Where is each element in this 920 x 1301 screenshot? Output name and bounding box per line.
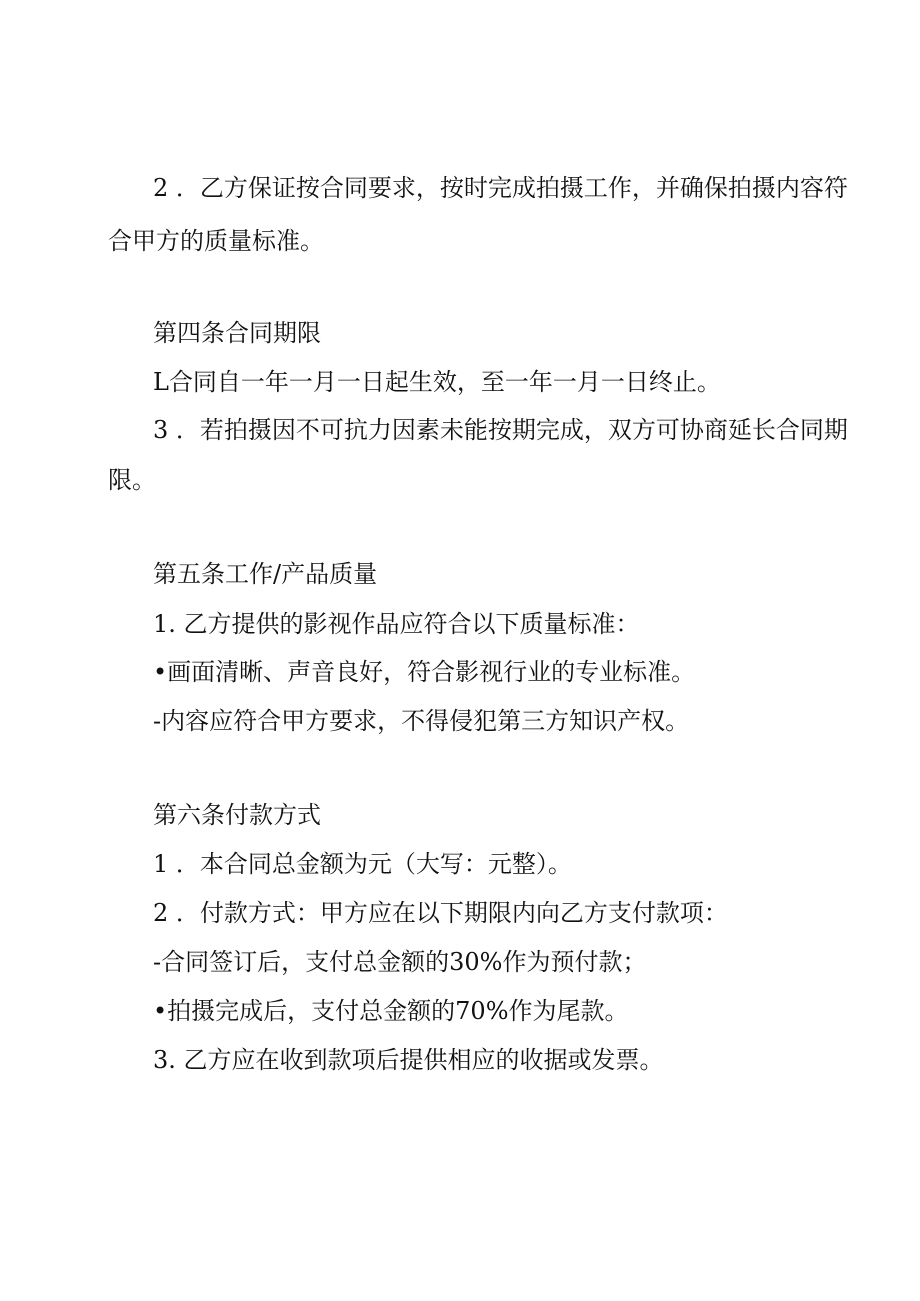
clause4-item3-line2: 限。 bbox=[108, 466, 156, 494]
clause6-item3: 3. 乙方应在收到款项后提供相应的收据或发票。 bbox=[153, 1046, 664, 1074]
clause6-item1: 1 ．本合同总金额为元（大写：元整）。 bbox=[153, 850, 572, 878]
clause3-item2-line1: 2 ．乙方保证按合同要求，按时完成拍摄工作，并确保拍摄内容符 bbox=[153, 174, 848, 202]
clause4-heading: 第四条合同期限 bbox=[153, 319, 321, 347]
clause6-bullet1: -合同签订后，支付总金额的30%作为预付款； bbox=[153, 948, 647, 976]
clause6-item2: 2 ．付款方式：甲方应在以下期限内向乙方支付款项： bbox=[153, 899, 728, 927]
clause5-bullet2: -内容应符合甲方要求，不得侵犯第三方知识产权。 bbox=[153, 707, 690, 735]
clause5-bullet1: •画面清晰、声音良好，符合影视行业的专业标准。 bbox=[153, 658, 696, 686]
clause4-item1: L合同自一年一月一日起生效，至一年一月一日终止。 bbox=[153, 368, 721, 396]
clause3-item2-line2: 合甲方的质量标准。 bbox=[108, 227, 324, 255]
clause5-item1: 1. 乙方提供的影视作品应符合以下质量标准： bbox=[153, 610, 640, 638]
clause5-heading: 第五条工作/产品质量 bbox=[153, 560, 378, 588]
clause6-heading: 第六条付款方式 bbox=[153, 801, 321, 829]
clause6-bullet2: •拍摄完成后，支付总金额的70%作为尾款。 bbox=[153, 997, 629, 1025]
clause4-item3-line1: 3 ．若拍摄因不可抗力因素未能按期完成，双方可协商延长合同期 bbox=[153, 416, 848, 444]
